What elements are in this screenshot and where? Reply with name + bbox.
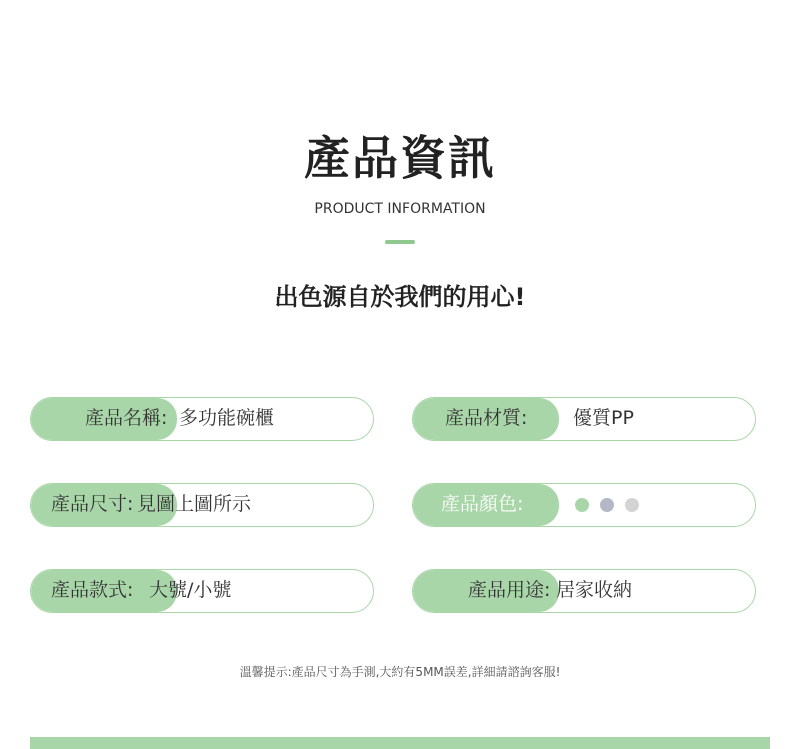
spec-style-value: 大號/小號	[149, 579, 232, 601]
spec-material-label: 產品材質:	[445, 407, 528, 429]
color-swatch-light-gray	[625, 498, 639, 512]
spec-material-value: 優質PP	[573, 407, 634, 429]
spec-size-label: 產品尺寸:	[51, 493, 134, 515]
spec-style-label: 產品款式:	[51, 579, 134, 601]
spec-color-label: 產品顏色:	[441, 493, 524, 515]
spec-name-pill	[30, 397, 374, 441]
page-subtitle: PRODUCT INFORMATION	[314, 201, 486, 217]
spec-material-pill	[412, 397, 756, 441]
color-swatch-gray	[600, 498, 614, 512]
accent-divider	[385, 240, 415, 244]
spec-usage-value: 居家收納	[556, 579, 633, 601]
bottom-accent-bar	[30, 737, 770, 749]
color-swatch-green	[575, 498, 589, 512]
spec-usage-pill	[412, 569, 756, 613]
tagline: 出色源自於我們的用心!	[274, 283, 526, 311]
spec-size-value: 見圖上圖所示	[137, 493, 252, 515]
spec-name-label: 產品名稱:	[85, 407, 168, 429]
spec-name-value: 多功能碗櫃	[179, 407, 275, 429]
spec-size-pill	[30, 483, 374, 527]
spec-color-pill	[412, 483, 756, 527]
page-title: 產品資訊	[304, 131, 496, 185]
sizing-note: 溫馨提示:產品尺寸為手測,大約有5MM誤差,詳細請諮詢客服!	[239, 665, 561, 679]
spec-style-pill	[30, 569, 374, 613]
spec-usage-label: 產品用途:	[468, 579, 551, 601]
